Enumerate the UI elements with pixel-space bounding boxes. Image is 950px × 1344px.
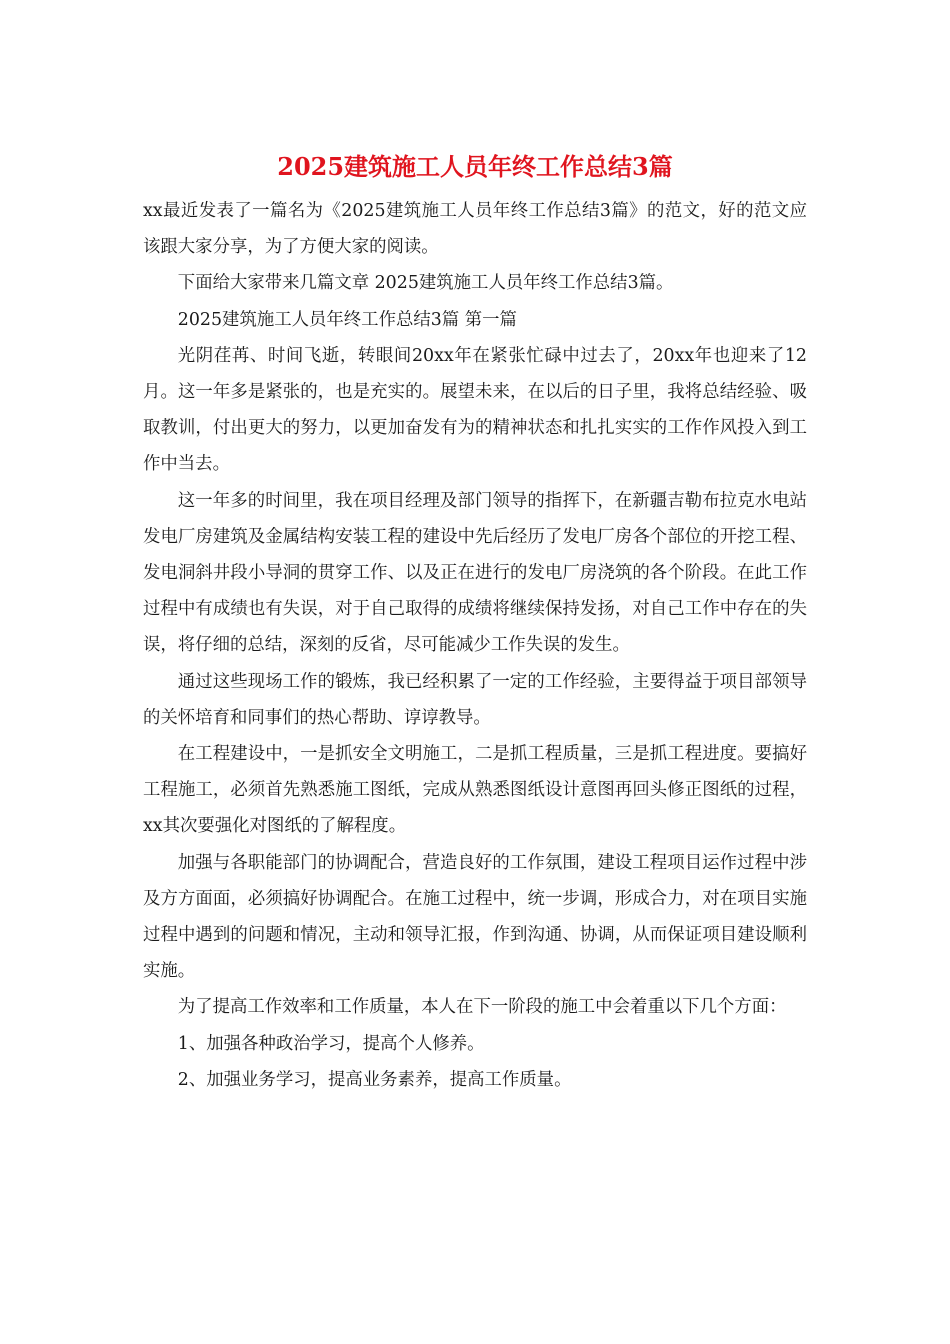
paragraph-body: 加强与各职能部门的协调配合，营造良好的工作氛围，建设工程项目运作过程中涉及方方面面，必须搞好协调配合。在施工过程中，统一步调，形成合力，对在项目实施过程中遇到的问题和情况，主动和领导汇报，作到沟通、协调，从而保证项目建设顺利实施。 — [143, 852, 807, 982]
paragraph-body: 光阴荏苒、时间飞逝，转眼间20xx年在紧张忙碌中过去了，20xx年也迎来了12月。这一年多是紧张的，也是充实的。展望未来，在以后的日子里，我将总结经验、吸取教训，付出更大的努力，以更加奋发有为的精神状态和扎扎实实的工作作风投入到工作中当去。 — [143, 345, 807, 475]
list-item: 2、加强业务学习，提高业务素养，提高工作质量。 — [177, 1069, 572, 1090]
paragraph-body: 为了提高工作效率和工作质量，本人在下一阶段的施工中会着重以下几个方面： — [177, 997, 787, 1018]
paragraph-intro: xx最近发表了一篇名为《2025建筑施工人员年终工作总结3篇》的范文，好的范文应该跟大家分享，为了方便大家的阅读。 — [143, 201, 807, 258]
section-heading-first: 2025建筑施工人员年终工作总结3篇 第一篇 — [177, 309, 517, 330]
document-title: 2025建筑施工人员年终工作总结3篇 — [277, 152, 673, 181]
list-item: 1、加强各种政治学习，提高个人修养。 — [177, 1033, 485, 1054]
paragraph-body: 通过这些现场工作的锻炼，我已经积累了一定的工作经验，主要得益于项目部领导的关怀培育和同事们的热心帮助、谆谆教导。 — [143, 671, 807, 728]
paragraph-body: 这一年多的时间里，我在项目经理及部门领导的指挥下，在新疆吉勒布拉克水电站发电厂房建筑及金属结构安装工程的建设中先后经历了发电厂房各个部位的开挖工程、发电洞斜井段小导洞的贯穿工作、以及正在进行的发电厂房浇筑的各个阶段。在此工作过程中有成绩也有失误，对于自己取得的成绩将继续保持发扬，对自己工作中存在的失误，将仔细的总结，深刻的反省，尽可能减少工作失误的发生。 — [143, 490, 807, 656]
paragraph-lead-in: 下面给大家带来几篇文章 2025建筑施工人员年终工作总结3篇。 — [177, 273, 674, 294]
paragraph-body: 在工程建设中，一是抓安全文明施工，二是抓工程质量，三是抓工程进度。要搞好工程施工，必须首先熟悉施工图纸，完成从熟悉图纸设计意图再回头修正图纸的过程，xx其次要强化对图纸的了解程度。 — [143, 744, 807, 837]
document-body — [143, 193, 807, 1098]
